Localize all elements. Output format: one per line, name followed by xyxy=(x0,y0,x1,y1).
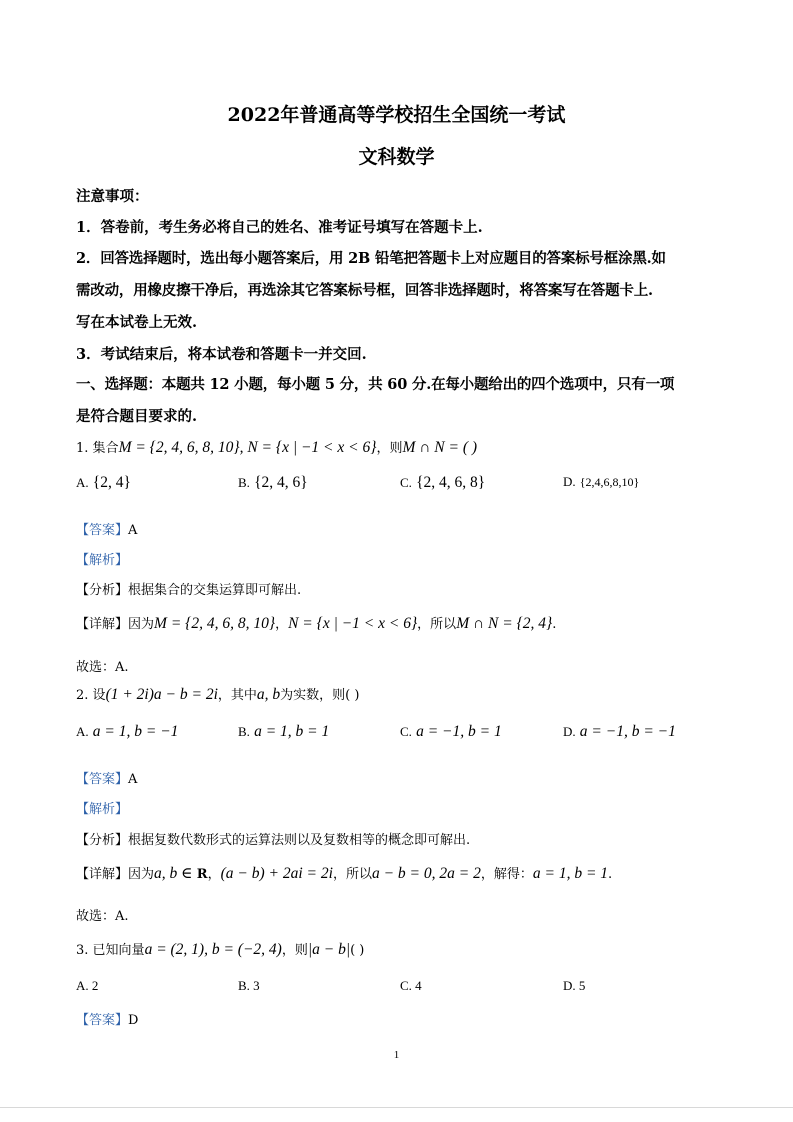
question-2-option-b: B. a = 1, b = 1 xyxy=(238,723,330,740)
question-number: 1. xyxy=(76,441,89,456)
question-2-xiangjie: 【详解】因为a, b ∈ R，(a − b) + 2ai = 2i，所以a − b = 0, 2a = 2，解得：a = 1, b = 1. xyxy=(76,865,613,882)
page-bottom-divider xyxy=(0,1107,793,1108)
question-1-guxuan: 故选：A. xyxy=(76,660,129,675)
question-1-option-a: A. {2, 4} xyxy=(76,474,131,491)
question-2-option-a: A. a = 1, b = −1 xyxy=(76,723,179,740)
question-1-stem xyxy=(76,437,477,457)
page-number: 1 xyxy=(393,1049,400,1061)
question-3-stem: 3. 已知向量a = (2, 1), b = (−2, 4)，则|a − b|( ) xyxy=(76,941,365,958)
section-heading-line-1: 一、选择题：本题共 12 小题，每小题 5 分，共 60 分.在每小题给出的四个选项中，只有一项 xyxy=(76,376,675,393)
question-1-answer: 【答案】A xyxy=(76,523,138,538)
exam-subtitle: 文科数学 xyxy=(358,146,435,168)
question-1-option-b: B. {2, 4, 6} xyxy=(238,474,308,491)
question-2-fenxi: 【分析】根据复数代数形式的运算法则以及复数相等的概念即可解出. xyxy=(76,833,471,848)
question-2-guxuan: 故选：A. xyxy=(76,909,129,924)
question-2-option-c: C. a = −1, b = 1 xyxy=(400,723,502,740)
question-3-option-c: C. 4 xyxy=(400,978,422,993)
notice-heading: 注意事项： xyxy=(76,188,149,205)
question-1-option-d: D. {2,4,6,8,10} xyxy=(563,474,640,489)
question-1-analysis-label: 【解析】 xyxy=(76,553,129,568)
notice-item-2-line-2: 需改动，用橡皮擦干净后，再选涂其它答案标号框，回答非选择题时，将答案写在答题卡上. xyxy=(76,282,653,299)
question-1-option-c: C. {2, 4, 6, 8} xyxy=(400,474,486,491)
section-heading-line-2: 是符合题目要求的. xyxy=(76,408,198,425)
notice-item-3: 3．考试结束后，将本试卷和答题卡一并交回. xyxy=(76,346,367,363)
question-1-fenxi: 【分析】根据集合的交集运算即可解出. xyxy=(76,583,302,598)
question-3-option-a: A. 2 xyxy=(76,978,99,993)
question-3-answer: 【答案】D xyxy=(76,1013,139,1028)
question-3-option-b: B. 3 xyxy=(238,978,260,993)
notice-item-2-line-3: 写在本试卷上无效. xyxy=(76,314,198,331)
notice-item-2-line-1: 2．回答选择题时，选出每小题答案后，用 2B 铅笔把答题卡上对应题目的答案标号框涂黑.如 xyxy=(76,250,666,267)
question-2-answer: 【答案】A xyxy=(76,772,138,787)
stem-text: ，则 xyxy=(376,441,403,456)
stem-text: 集合 xyxy=(92,441,119,456)
question-3-option-d: D. 5 xyxy=(563,978,586,993)
notice-item-1: 1．答卷前，考生务必将自己的姓名、准考证号填写在答题卡上. xyxy=(76,219,483,236)
exam-title: 2022年普通高等学校招生全国统一考试 xyxy=(227,104,566,126)
question-2-analysis-label: 【解析】 xyxy=(76,802,129,817)
question-1-xiangjie: 【详解】因为M = {2, 4, 6, 8, 10}，N = {x | −1 < x < 6}，所以M ∩ N = {2, 4}. xyxy=(76,615,557,632)
question-2-option-d: D. a = −1, b = −1 xyxy=(563,723,676,740)
stem-math: M ∩ N = ( ) xyxy=(402,439,478,456)
question-2-stem: 2. 设(1 + 2i)a − b = 2i，其中a, b为实数，则( ) xyxy=(76,686,360,703)
stem-math: M = {2, 4, 6, 8, 10}, N = {x | −1 < x < 6} xyxy=(118,439,377,456)
